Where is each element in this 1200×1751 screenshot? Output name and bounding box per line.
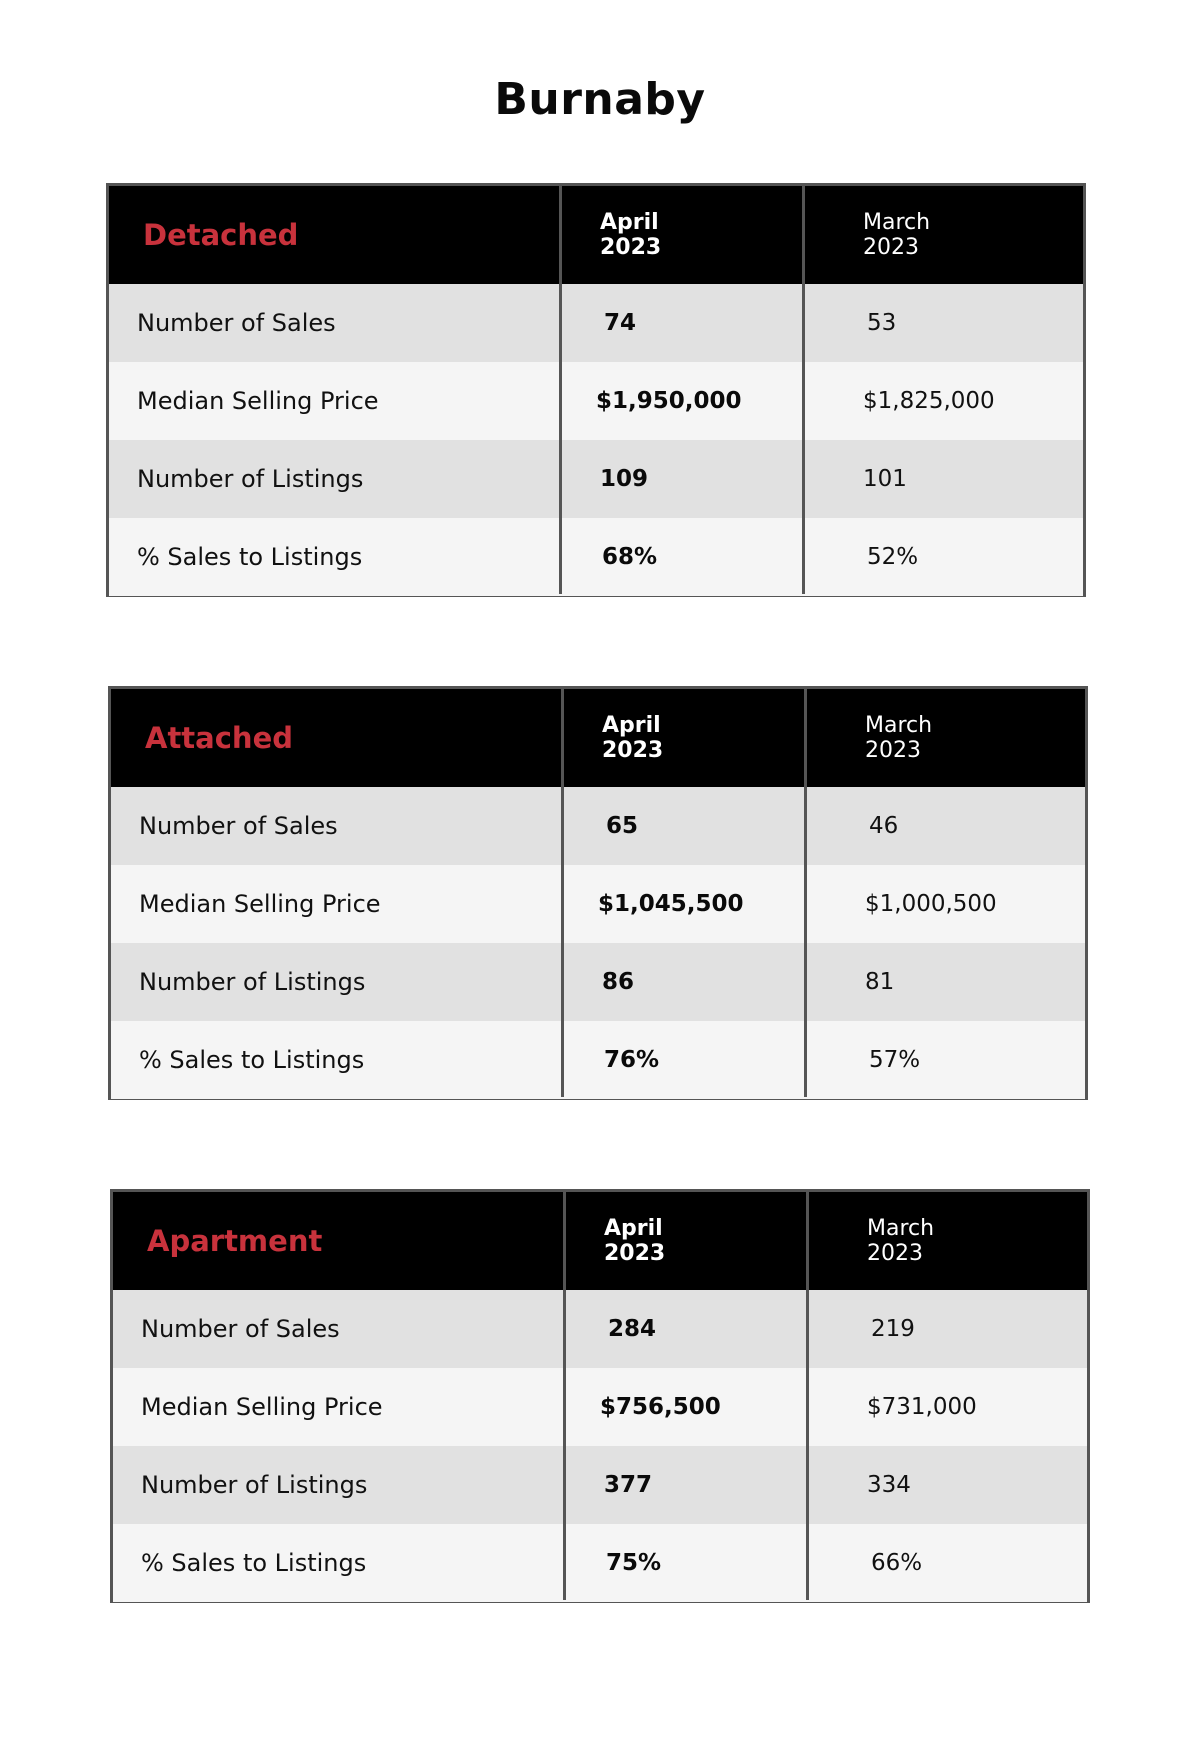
column-header-april-2023: April 2023 xyxy=(604,1216,666,1266)
march-value: 52% xyxy=(867,544,919,570)
march-value: 219 xyxy=(871,1316,915,1342)
table-row xyxy=(113,1290,1087,1368)
april-value: 86 xyxy=(602,969,635,995)
table-row xyxy=(109,440,1083,518)
march-value: 334 xyxy=(867,1472,911,1498)
page-title: Burnaby xyxy=(494,74,706,125)
table-header-row xyxy=(109,186,1083,284)
table-row xyxy=(111,943,1085,1021)
table-row xyxy=(111,1021,1085,1099)
row-label: % Sales to Listings xyxy=(139,1046,365,1074)
category-title: Attached xyxy=(145,721,294,755)
march-value: 53 xyxy=(867,310,897,336)
table-row xyxy=(113,1368,1087,1446)
category-title: Detached xyxy=(143,218,299,252)
attached-stats-table xyxy=(108,686,1088,1100)
april-value: $756,500 xyxy=(600,1394,721,1420)
march-value: $1,825,000 xyxy=(863,388,995,414)
column-divider xyxy=(806,1192,809,1600)
april-value: 75% xyxy=(606,1550,662,1576)
table-row xyxy=(113,1446,1087,1524)
march-value: 57% xyxy=(869,1047,921,1073)
column-divider xyxy=(559,186,562,594)
row-label: Median Selling Price xyxy=(139,890,381,918)
table-row xyxy=(109,362,1083,440)
row-label: Number of Sales xyxy=(139,812,338,840)
april-value: 284 xyxy=(608,1316,657,1342)
column-divider xyxy=(563,1192,566,1600)
row-label: % Sales to Listings xyxy=(141,1549,367,1577)
march-value: $731,000 xyxy=(867,1394,977,1420)
column-divider xyxy=(804,689,807,1097)
column-header-april-2023: April 2023 xyxy=(600,210,662,260)
april-value: 109 xyxy=(600,466,649,492)
column-header-april-2023: April 2023 xyxy=(602,713,664,763)
apartment-stats-table xyxy=(110,1189,1090,1603)
row-label: Number of Sales xyxy=(141,1315,340,1343)
april-value: $1,045,500 xyxy=(598,891,744,917)
table-row xyxy=(111,787,1085,865)
column-divider xyxy=(802,186,805,594)
april-value: 76% xyxy=(604,1047,660,1073)
column-header-march-2023: March 2023 xyxy=(865,713,933,763)
april-value: 65 xyxy=(606,813,639,839)
table-row xyxy=(111,865,1085,943)
april-value: $1,950,000 xyxy=(596,388,742,414)
march-value: $1,000,500 xyxy=(865,891,997,917)
column-header-march-2023: March 2023 xyxy=(863,210,931,260)
april-value: 377 xyxy=(604,1472,653,1498)
row-label: Number of Sales xyxy=(137,309,336,337)
table-header-row xyxy=(113,1192,1087,1290)
detached-stats-table xyxy=(106,183,1086,597)
table-row xyxy=(113,1524,1087,1602)
march-value: 101 xyxy=(863,466,907,492)
row-label: Number of Listings xyxy=(141,1471,368,1499)
category-title: Apartment xyxy=(147,1224,323,1258)
april-value: 68% xyxy=(602,544,658,570)
march-value: 81 xyxy=(865,969,895,995)
table-row xyxy=(109,284,1083,362)
march-value: 46 xyxy=(869,813,899,839)
april-value: 74 xyxy=(604,310,637,336)
row-label: Median Selling Price xyxy=(141,1393,383,1421)
table-header-row xyxy=(111,689,1085,787)
table-row xyxy=(109,518,1083,596)
column-header-march-2023: March 2023 xyxy=(867,1216,935,1266)
march-value: 66% xyxy=(871,1550,923,1576)
row-label: % Sales to Listings xyxy=(137,543,363,571)
row-label: Number of Listings xyxy=(139,968,366,996)
row-label: Number of Listings xyxy=(137,465,364,493)
column-divider xyxy=(561,689,564,1097)
row-label: Median Selling Price xyxy=(137,387,379,415)
